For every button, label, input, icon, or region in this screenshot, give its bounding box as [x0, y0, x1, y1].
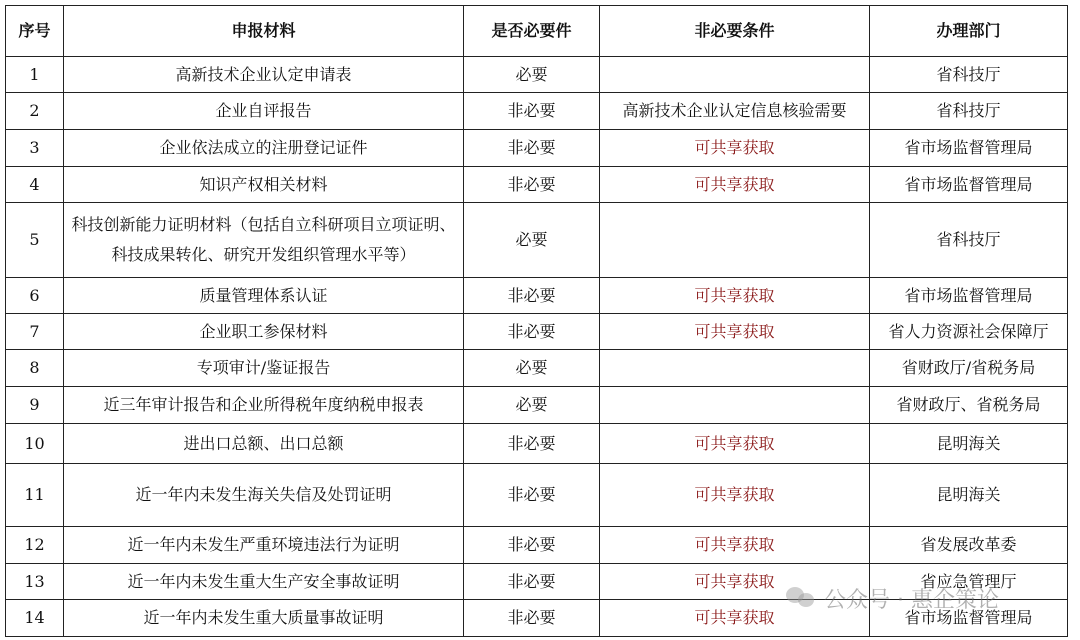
table-row: [6, 93, 1068, 130]
cell-condition: 可共享获取: [600, 130, 870, 167]
header-dept: 办理部门: [870, 6, 1068, 57]
cell-required: 非必要: [464, 278, 600, 314]
cell-material: 近一年内未发生严重环境违法行为证明: [64, 527, 464, 564]
cell-no: 10: [6, 424, 64, 464]
cell-condition: 可共享获取: [600, 167, 870, 203]
cell-material: 企业职工参保材料: [64, 314, 464, 350]
cell-condition: [600, 203, 870, 278]
cell-condition: 可共享获取: [600, 600, 870, 637]
cell-no: 6: [6, 278, 64, 314]
cell-required: 非必要: [464, 167, 600, 203]
cell-no: 14: [6, 600, 64, 637]
cell-material: 近一年内未发生重大质量事故证明: [64, 600, 464, 637]
cell-no: 5: [6, 203, 64, 278]
cell-dept: 省应急管理厅: [870, 564, 1068, 600]
cell-required: 必要: [464, 57, 600, 93]
watermark-text: 公众号 · 惠企策论: [824, 587, 999, 613]
cell-no: 1: [6, 57, 64, 93]
cell-required: 必要: [464, 387, 600, 424]
cell-dept: 省科技厅: [870, 203, 1068, 278]
cell-material: 高新技术企业认定申请表: [64, 57, 464, 93]
cell-material: 进出口总额、出口总额: [64, 424, 464, 464]
cell-dept: 省市场监督管理局: [870, 167, 1068, 203]
cell-dept: 省财政厅、省税务局: [870, 387, 1068, 424]
cell-no: 9: [6, 387, 64, 424]
cell-required: 非必要: [464, 130, 600, 167]
cell-condition: 可共享获取: [600, 424, 870, 464]
cell-no: 3: [6, 130, 64, 167]
cell-required: 必要: [464, 350, 600, 387]
table-row: [6, 350, 1068, 387]
materials-table: [5, 5, 1068, 637]
cell-material: 近三年审计报告和企业所得税年度纳税申报表: [64, 387, 464, 424]
cell-no: 11: [6, 464, 64, 527]
cell-material: 企业自评报告: [64, 93, 464, 130]
table-row: [6, 527, 1068, 564]
header-row: [6, 6, 1068, 57]
cell-no: 2: [6, 93, 64, 130]
cell-condition: [600, 57, 870, 93]
table-row: [6, 57, 1068, 93]
cell-required: 非必要: [464, 93, 600, 130]
table-row: [6, 564, 1068, 600]
cell-material: 专项审计/鉴证报告: [64, 350, 464, 387]
header-no: 序号: [6, 6, 64, 57]
table-row: [6, 130, 1068, 167]
cell-required: 非必要: [464, 464, 600, 527]
cell-required: 非必要: [464, 527, 600, 564]
table-row: [6, 278, 1068, 314]
table-row: [6, 600, 1068, 637]
table-row: [6, 203, 1068, 278]
cell-required: 非必要: [464, 424, 600, 464]
header-required: 是否必要件: [464, 6, 600, 57]
cell-material: 近一年内未发生重大生产安全事故证明: [64, 564, 464, 600]
cell-required: 非必要: [464, 564, 600, 600]
cell-material: 质量管理体系认证: [64, 278, 464, 314]
cell-condition: 高新技术企业认定信息核验需要: [600, 93, 870, 130]
cell-material: 知识产权相关材料: [64, 167, 464, 203]
table-row: [6, 424, 1068, 464]
cell-no: 4: [6, 167, 64, 203]
cell-condition: 可共享获取: [600, 564, 870, 600]
cell-dept: 省科技厅: [870, 57, 1068, 93]
cell-dept: 省市场监督管理局: [870, 278, 1068, 314]
cell-dept: 省财政厅/省税务局: [870, 350, 1068, 387]
cell-dept: 省人力资源社会保障厅: [870, 314, 1068, 350]
cell-condition: 可共享获取: [600, 278, 870, 314]
cell-condition: [600, 387, 870, 424]
cell-no: 7: [6, 314, 64, 350]
cell-condition: 可共享获取: [600, 527, 870, 564]
cell-no: 8: [6, 350, 64, 387]
table-row: [6, 387, 1068, 424]
cell-no: 12: [6, 527, 64, 564]
cell-required: 非必要: [464, 600, 600, 637]
cell-dept: 省市场监督管理局: [870, 130, 1068, 167]
cell-dept: 省发展改革委: [870, 527, 1068, 564]
table-row: [6, 464, 1068, 527]
cell-dept: 省市场监督管理局: [870, 600, 1068, 637]
cell-condition: 可共享获取: [600, 314, 870, 350]
cell-condition: 可共享获取: [600, 464, 870, 527]
cell-material: 企业依法成立的注册登记证件: [64, 130, 464, 167]
header-material: 申报材料: [64, 6, 464, 57]
header-condition: 非必要条件: [600, 6, 870, 57]
table-row: [6, 314, 1068, 350]
cell-required: 非必要: [464, 314, 600, 350]
cell-material: 近一年内未发生海关失信及处罚证明: [64, 464, 464, 527]
table-row: [6, 167, 1068, 203]
cell-dept: 昆明海关: [870, 424, 1068, 464]
cell-dept: 昆明海关: [870, 464, 1068, 527]
cell-required: 必要: [464, 203, 600, 278]
cell-dept: 省科技厅: [870, 93, 1068, 130]
cell-material: 科技创新能力证明材料（包括自立科研项目立项证明、科技成果转化、研究开发组织管理水平等）: [64, 203, 464, 278]
cell-no: 13: [6, 564, 64, 600]
table-body: [6, 57, 1068, 637]
cell-condition: [600, 350, 870, 387]
